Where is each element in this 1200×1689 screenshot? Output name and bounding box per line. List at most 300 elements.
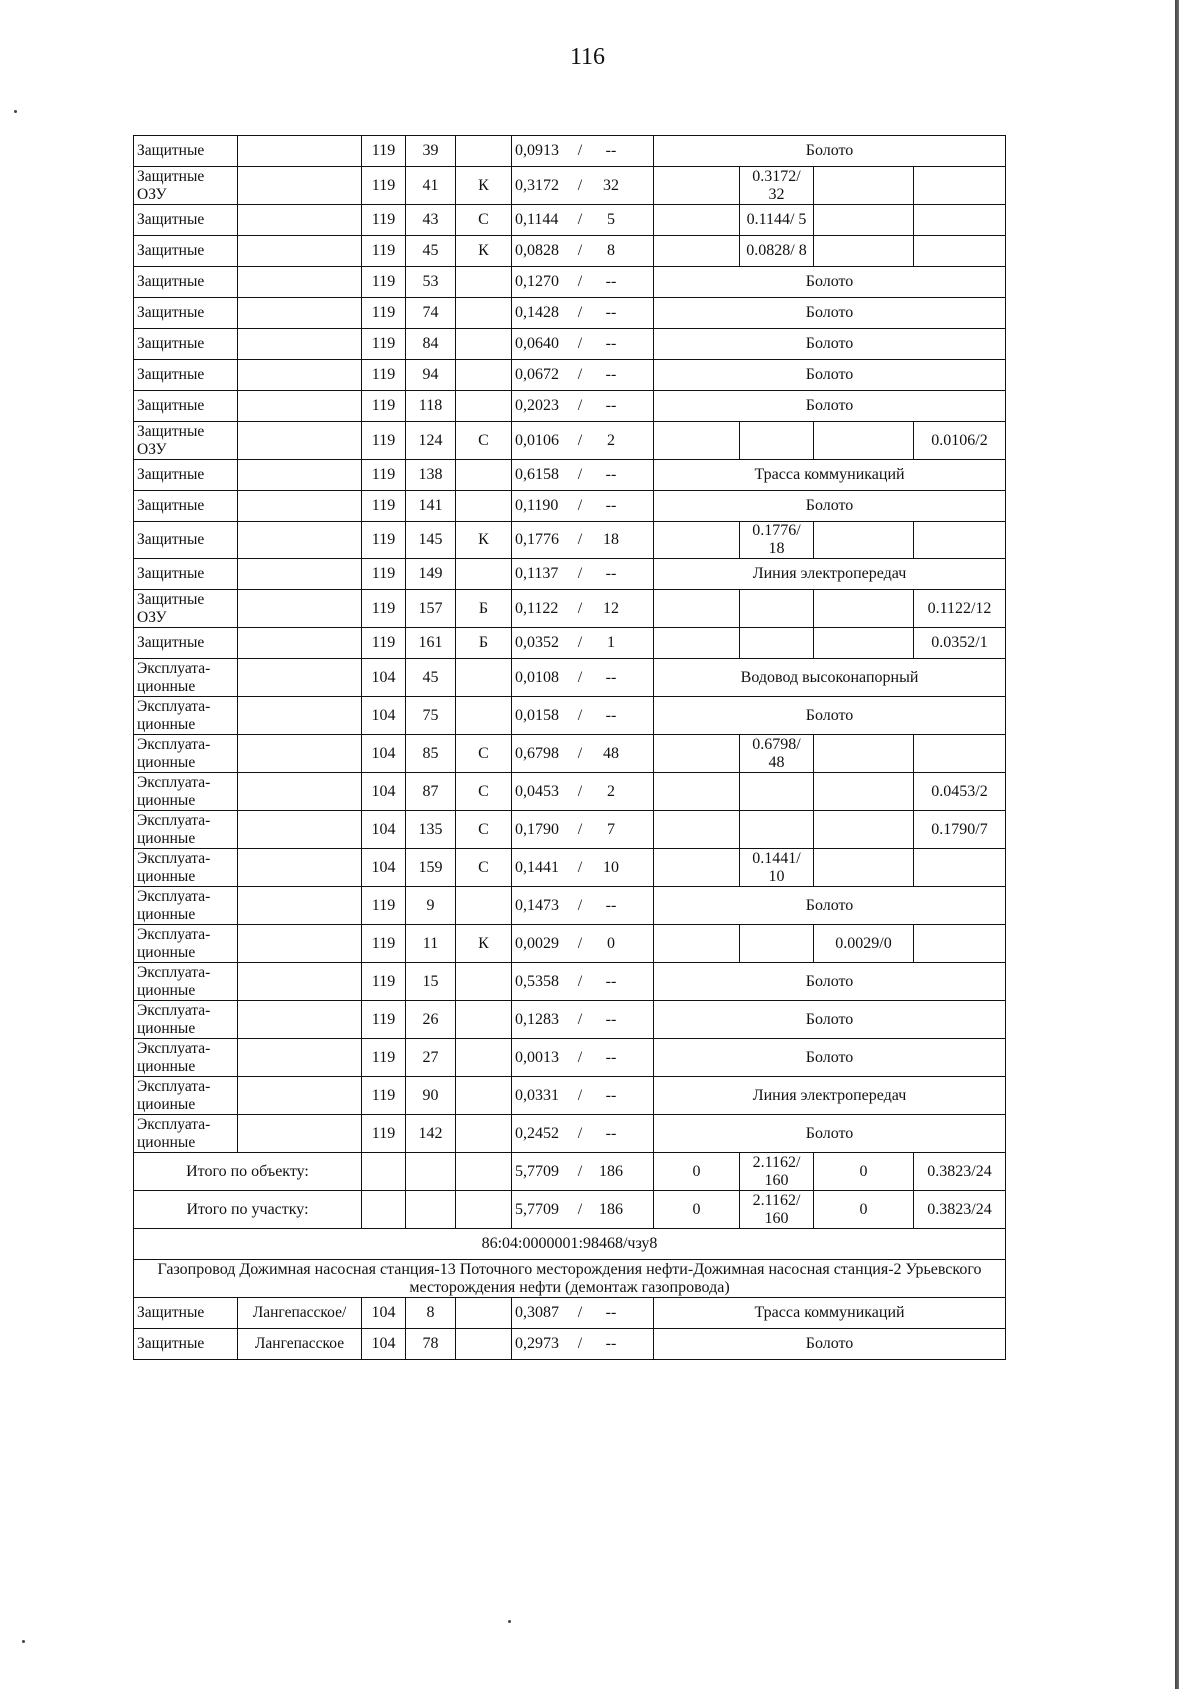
area-ha: 0,0108 [515, 668, 559, 686]
area-slash: / [577, 242, 583, 259]
area-value [515, 783, 650, 801]
area-ha: 0,0828 [515, 242, 559, 259]
forestry-name [238, 697, 362, 735]
land-description: Линия электропередач [654, 559, 1006, 590]
area-cell [512, 1039, 654, 1077]
breakdown-c3 [814, 422, 914, 460]
area-value [515, 142, 650, 160]
quarter-number: 119 [362, 205, 406, 236]
forestry-name [238, 460, 362, 491]
area-slash: / [577, 896, 583, 914]
page-number: 116 [569, 44, 606, 70]
area-volume: -- [605, 668, 617, 686]
species-code [456, 887, 512, 925]
breakdown-c4: 0.0352/1 [914, 628, 1006, 659]
area-volume: 10 [603, 858, 619, 876]
area-slash: / [577, 1124, 583, 1142]
area-volume: 5 [607, 211, 615, 228]
compartment-number: 39 [406, 136, 456, 167]
species-code: С [456, 205, 512, 236]
table-row [134, 1115, 1006, 1153]
area-cell [512, 236, 654, 267]
species-code: Б [456, 590, 512, 628]
area-ha: 0,6158 [515, 466, 559, 483]
breakdown-c4: 0.0106/2 [914, 422, 1006, 460]
breakdown-c3 [814, 167, 914, 205]
area-slash: / [577, 1162, 583, 1180]
area-volume: -- [605, 1124, 617, 1142]
forest-category: Эксплуата- ционные [134, 735, 238, 773]
forest-category: Эксплуата- ционные [134, 697, 238, 735]
area-volume: -- [605, 1048, 617, 1066]
area-ha: 0,1441 [515, 858, 559, 876]
forest-category: Эксплуата- ционные [134, 1039, 238, 1077]
area-slash: / [577, 466, 583, 483]
species-code [456, 136, 512, 167]
area-value [515, 177, 650, 195]
area-cell [512, 329, 654, 360]
table-row [134, 298, 1006, 329]
area-volume: -- [605, 896, 617, 914]
area-ha: 0,1283 [515, 1010, 559, 1028]
quarter-number: 119 [362, 267, 406, 298]
forest-category: Защитные [134, 267, 238, 298]
breakdown-c1 [654, 811, 740, 849]
forestry-name [238, 360, 362, 391]
block1-rows [134, 136, 1006, 1229]
land-description: Болото [654, 329, 1006, 360]
empty-cell [362, 1153, 406, 1191]
compartment-number: 43 [406, 205, 456, 236]
forestry-name [238, 391, 362, 422]
compartment-number: 161 [406, 628, 456, 659]
quarter-number: 119 [362, 167, 406, 205]
area-slash: / [577, 1335, 583, 1352]
forestry-name [238, 659, 362, 697]
area-volume: -- [605, 1304, 617, 1321]
area-volume: 7 [607, 820, 615, 838]
table-row [134, 773, 1006, 811]
table-row [134, 267, 1006, 298]
table-row [134, 1039, 1006, 1077]
area-value [515, 397, 650, 415]
forest-category: Защитные [134, 460, 238, 491]
forest-category: Защитные ОЗУ [134, 590, 238, 628]
scan-speck [14, 110, 17, 113]
breakdown-c4 [914, 205, 1006, 236]
area-cell [512, 422, 654, 460]
breakdown-c3 [814, 735, 914, 773]
area-slash: / [577, 668, 583, 686]
forestry-name [238, 136, 362, 167]
species-code: К [456, 236, 512, 267]
area-value [515, 859, 650, 877]
quarter-number: 119 [362, 925, 406, 963]
area-ha: 0,5358 [515, 972, 559, 990]
breakdown-c1 [654, 205, 740, 236]
forest-category: Эксплуата- ционные [134, 773, 238, 811]
quarter-number: 119 [362, 1115, 406, 1153]
quarter-number: 119 [362, 236, 406, 267]
forest-category: Защитные [134, 628, 238, 659]
compartment-number: 138 [406, 460, 456, 491]
compartment-number: 45 [406, 659, 456, 697]
cadastral-row [134, 1229, 1006, 1260]
totals-c1: 0 [654, 1191, 740, 1229]
breakdown-c2 [740, 925, 814, 963]
block2-rows [134, 1229, 1006, 1360]
area-slash: / [577, 744, 583, 762]
compartment-number: 8 [406, 1298, 456, 1329]
area-value [515, 707, 650, 725]
quarter-number: 119 [362, 559, 406, 590]
breakdown-c1 [654, 628, 740, 659]
area-cell [512, 1153, 654, 1191]
object-title: Газопровод Дожимная насосная станция-13 Поточного месторождения нефти-Дожимная насосная станция-2 Урьевского месторождения нефти (демонтаж газопровода) [134, 1260, 1006, 1298]
area-slash: / [577, 273, 583, 290]
compartment-number: 45 [406, 236, 456, 267]
area-volume: 186 [599, 1162, 623, 1180]
area-volume: 18 [603, 531, 619, 548]
breakdown-c4 [914, 236, 1006, 267]
area-cell [512, 360, 654, 391]
quarter-number: 119 [362, 491, 406, 522]
table-row [134, 590, 1006, 628]
area-ha: 0,6798 [515, 744, 559, 762]
land-description: Линия электропередач [654, 1077, 1006, 1115]
compartment-number: 41 [406, 167, 456, 205]
quarter-number: 119 [362, 522, 406, 559]
area-value [515, 634, 650, 652]
table-row [134, 1329, 1006, 1360]
compartment-number: 149 [406, 559, 456, 590]
breakdown-c3 [814, 773, 914, 811]
area-value [515, 304, 650, 322]
area-volume: -- [605, 706, 617, 724]
area-slash: / [577, 211, 583, 228]
compartment-number: 141 [406, 491, 456, 522]
area-value [515, 211, 650, 229]
totals-label: Итого по участку: [134, 1191, 362, 1229]
area-value [515, 1049, 650, 1067]
breakdown-c4: 0.1790/7 [914, 811, 1006, 849]
area-slash: / [577, 142, 583, 159]
compartment-number: 11 [406, 925, 456, 963]
compartment-number: 75 [406, 697, 456, 735]
forestry-name [238, 811, 362, 849]
area-value [515, 1163, 650, 1181]
area-ha: 0,0331 [515, 1086, 559, 1104]
forestry-name [238, 849, 362, 887]
scan-speck [508, 1620, 511, 1623]
species-code [456, 963, 512, 1001]
breakdown-c3 [814, 811, 914, 849]
species-code [456, 1001, 512, 1039]
table-row [134, 628, 1006, 659]
area-cell [512, 298, 654, 329]
totals-c4: 0.3823/24 [914, 1153, 1006, 1191]
area-cell [512, 205, 654, 236]
area-slash: / [577, 397, 583, 414]
area-ha: 0,1270 [515, 273, 559, 290]
table-row [134, 136, 1006, 167]
species-code [456, 391, 512, 422]
species-code [456, 491, 512, 522]
forest-category: Эксплуата- ционные [134, 887, 238, 925]
area-value [515, 600, 650, 618]
area-volume: -- [605, 397, 617, 414]
table-row [134, 205, 1006, 236]
area-cell [512, 628, 654, 659]
quarter-number: 119 [362, 460, 406, 491]
compartment-number: 26 [406, 1001, 456, 1039]
breakdown-c1 [654, 849, 740, 887]
quarter-number: 104 [362, 773, 406, 811]
quarter-number: 104 [362, 1329, 406, 1360]
area-cell [512, 136, 654, 167]
forestry-name [238, 1001, 362, 1039]
quarter-number: 119 [362, 136, 406, 167]
area-slash: / [577, 1048, 583, 1066]
forest-category: Защитные ОЗУ [134, 167, 238, 205]
breakdown-c1 [654, 925, 740, 963]
area-cell [512, 849, 654, 887]
breakdown-c4 [914, 167, 1006, 205]
area-value [515, 273, 650, 291]
forestry-name [238, 205, 362, 236]
species-code [456, 697, 512, 735]
compartment-number: 124 [406, 422, 456, 460]
forest-category: Защитные [134, 491, 238, 522]
area-volume: -- [605, 335, 617, 352]
breakdown-c4 [914, 522, 1006, 559]
area-ha: 0,1776 [515, 531, 559, 548]
forestry-name [238, 559, 362, 590]
area-cell [512, 1329, 654, 1360]
breakdown-c1 [654, 735, 740, 773]
breakdown-c4: 0.1122/12 [914, 590, 1006, 628]
area-volume: 32 [603, 176, 619, 194]
table-row [134, 811, 1006, 849]
area-cell [512, 167, 654, 205]
area-ha: 0,3172 [515, 176, 559, 194]
quarter-number: 119 [362, 1001, 406, 1039]
area-slash: / [577, 431, 583, 449]
quarter-number: 104 [362, 697, 406, 735]
land-description: Болото [654, 391, 1006, 422]
species-code: С [456, 735, 512, 773]
breakdown-c2 [740, 811, 814, 849]
table-row [134, 236, 1006, 267]
area-cell [512, 391, 654, 422]
totals-c4: 0.3823/24 [914, 1191, 1006, 1229]
area-volume: 0 [607, 934, 615, 952]
totals-c1: 0 [654, 1153, 740, 1191]
compartment-number: 27 [406, 1039, 456, 1077]
area-volume: 2 [607, 431, 615, 449]
forest-category: Эксплуата- ционные [134, 1115, 238, 1153]
area-value [515, 1335, 650, 1353]
quarter-number: 119 [362, 360, 406, 391]
compartment-number: 90 [406, 1077, 456, 1115]
land-description: Водовод высоконапорный [654, 659, 1006, 697]
area-ha: 0,0913 [515, 142, 559, 159]
land-description: Болото [654, 1001, 1006, 1039]
area-volume: -- [605, 1335, 617, 1352]
quarter-number: 119 [362, 887, 406, 925]
quarter-number: 119 [362, 391, 406, 422]
breakdown-c1 [654, 236, 740, 267]
table-row [134, 1077, 1006, 1115]
compartment-number: 74 [406, 298, 456, 329]
forest-category: Эксплуата- ционные [134, 659, 238, 697]
land-register-table [133, 135, 1006, 1360]
compartment-number: 94 [406, 360, 456, 391]
species-code: С [456, 811, 512, 849]
totals-label: Итого по объекту: [134, 1153, 362, 1191]
forestry-name [238, 887, 362, 925]
area-value [515, 565, 650, 583]
breakdown-c4 [914, 735, 1006, 773]
area-ha: 0,1137 [515, 565, 559, 582]
quarter-number: 119 [362, 590, 406, 628]
forest-category: Эксплуата- ционные [134, 963, 238, 1001]
forestry-name [238, 422, 362, 460]
forest-category: Защитные [134, 205, 238, 236]
area-cell [512, 963, 654, 1001]
breakdown-c2: 0.1776/ 18 [740, 522, 814, 559]
land-description: Трасса коммуникаций [654, 460, 1006, 491]
area-value [515, 242, 650, 260]
species-code: Б [456, 628, 512, 659]
forest-category: Защитные [134, 522, 238, 559]
compartment-number: 9 [406, 887, 456, 925]
breakdown-c2: 0.0828/ 8 [740, 236, 814, 267]
species-code [456, 267, 512, 298]
area-slash: / [577, 706, 583, 724]
land-description: Болото [654, 136, 1006, 167]
area-volume: 2 [607, 782, 615, 800]
area-ha: 0,1144 [515, 211, 559, 228]
area-ha: 0,0029 [515, 934, 559, 952]
area-value [515, 973, 650, 991]
species-code: С [456, 773, 512, 811]
area-ha: 0,2452 [515, 1124, 559, 1142]
area-slash: / [577, 972, 583, 990]
area-ha: 0,0672 [515, 366, 559, 383]
breakdown-c2: 0.1441/ 10 [740, 849, 814, 887]
area-cell [512, 887, 654, 925]
totals-c3: 0 [814, 1153, 914, 1191]
area-cell [512, 811, 654, 849]
forest-category: Эксплуата- ционные [134, 925, 238, 963]
compartment-number: 145 [406, 522, 456, 559]
area-slash: / [577, 820, 583, 838]
forestry-name [238, 925, 362, 963]
area-ha: 0,2023 [515, 397, 559, 414]
land-description: Болото [654, 298, 1006, 329]
species-code [456, 1077, 512, 1115]
forest-category: Защитные [134, 236, 238, 267]
species-code [456, 1115, 512, 1153]
compartment-number: 118 [406, 391, 456, 422]
species-code [456, 659, 512, 697]
area-slash: / [577, 599, 583, 617]
species-code [456, 298, 512, 329]
forest-category: Защитные ОЗУ [134, 422, 238, 460]
forest-category: Защитные [134, 360, 238, 391]
forestry-name [238, 735, 362, 773]
forest-category: Защитные [134, 1298, 238, 1329]
breakdown-c1 [654, 773, 740, 811]
area-cell [512, 267, 654, 298]
land-description: Трасса коммуникаций [654, 1298, 1006, 1329]
breakdown-c3 [814, 590, 914, 628]
quarter-number: 119 [362, 298, 406, 329]
compartment-number: 159 [406, 849, 456, 887]
species-code [456, 1329, 512, 1360]
forestry-name [238, 1077, 362, 1115]
quarter-number: 104 [362, 659, 406, 697]
area-value [515, 1201, 650, 1219]
area-volume: -- [605, 273, 617, 290]
breakdown-c2: 0.1144/ 5 [740, 205, 814, 236]
table-row [134, 491, 1006, 522]
quarter-number: 104 [362, 811, 406, 849]
scan-edge [1175, 0, 1179, 1689]
area-value [515, 335, 650, 353]
area-slash: / [577, 304, 583, 321]
area-volume: -- [605, 565, 617, 582]
species-code: К [456, 925, 512, 963]
species-code [456, 460, 512, 491]
area-ha: 0,1190 [515, 497, 559, 514]
area-value [515, 466, 650, 484]
breakdown-c4 [914, 849, 1006, 887]
land-description: Болото [654, 1329, 1006, 1360]
scan-speck [22, 1640, 25, 1643]
area-ha: 0,0106 [515, 431, 559, 449]
compartment-number: 157 [406, 590, 456, 628]
compartment-number: 15 [406, 963, 456, 1001]
table-row [134, 391, 1006, 422]
species-code: С [456, 849, 512, 887]
species-code: К [456, 522, 512, 559]
area-volume: -- [605, 972, 617, 990]
species-code [456, 360, 512, 391]
area-value [515, 1087, 650, 1105]
empty-cell [406, 1153, 456, 1191]
compartment-number: 85 [406, 735, 456, 773]
area-ha: 5,7709 [515, 1200, 559, 1218]
table-row [134, 522, 1006, 559]
totals-c2: 2.1162/ 160 [740, 1153, 814, 1191]
empty-cell [456, 1153, 512, 1191]
table-row [134, 735, 1006, 773]
area-cell [512, 590, 654, 628]
area-volume: 186 [599, 1200, 623, 1218]
forest-category: Защитные [134, 559, 238, 590]
area-slash: / [577, 858, 583, 876]
area-value [515, 1125, 650, 1143]
table-row [134, 849, 1006, 887]
forestry-name [238, 236, 362, 267]
area-cell [512, 1001, 654, 1039]
compartment-number: 135 [406, 811, 456, 849]
breakdown-c2 [740, 773, 814, 811]
breakdown-c1 [654, 422, 740, 460]
forest-category: Защитные [134, 391, 238, 422]
